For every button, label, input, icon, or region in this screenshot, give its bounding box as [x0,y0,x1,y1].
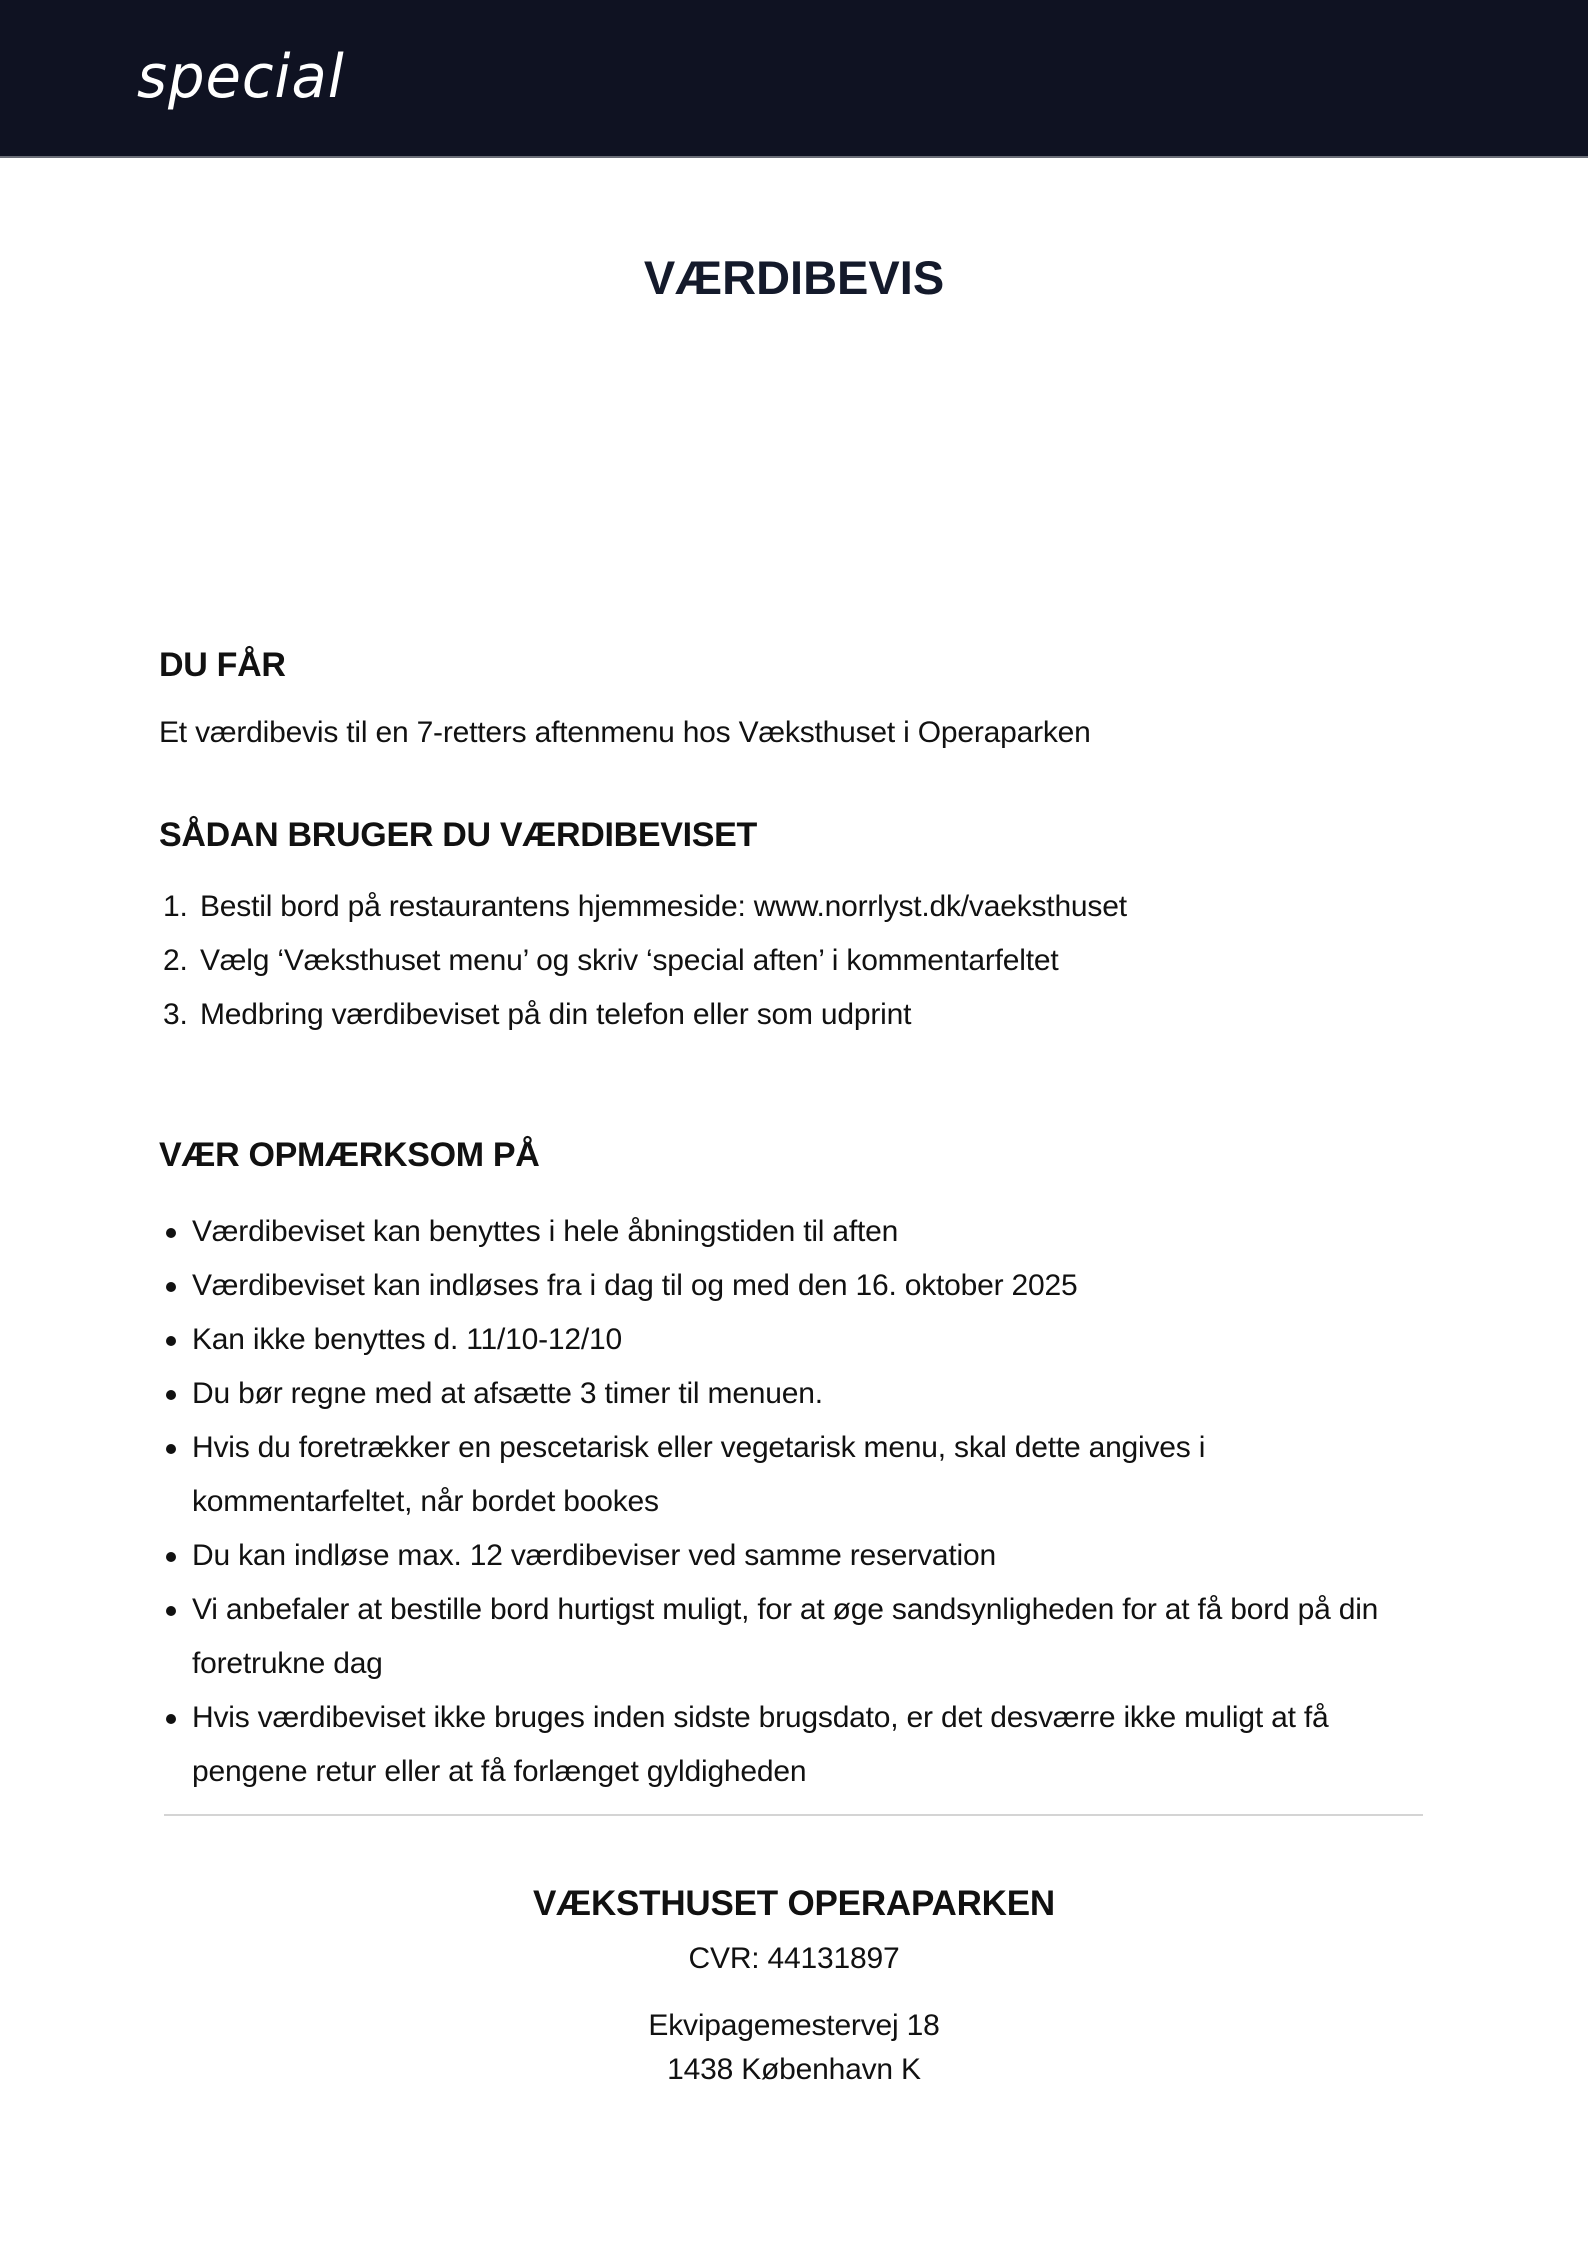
company-cvr: CVR: 44131897 [688,1942,900,1975]
note-text: Vi anbefaler at bestille bord hurtigst muligt, for at øge sandsynligheden for at få bord på din foretrukne dag [192,1593,1379,1680]
section-heading-notes: VÆR OPMÆRKSOM PÅ [159,1136,540,1174]
bullet-icon [166,1606,176,1616]
bullet-icon [166,1552,176,1562]
note-item [159,1691,1399,1799]
note-item [159,1205,1399,1259]
section-heading-how-to-use: SÅDAN BRUGER DU VÆRDIBEVISET [159,816,757,854]
step-text: Medbring værdibeviset på din telefon eller som udprint [200,998,912,1031]
bullet-icon [166,1228,176,1238]
footer-divider [164,1814,1423,1816]
note-item [159,1259,1399,1313]
you-get-text: Et værdibevis til en 7-retters aftenmenu hos Væksthuset i Operaparken [159,716,1091,749]
note-text: Værdibeviset kan benyttes i hele åbningstiden til aften [192,1215,899,1248]
note-item [159,1583,1399,1691]
step-number: 3. [163,998,188,1031]
header-banner [0,0,1588,158]
note-text: Hvis du foretrækker en pescetarisk eller vegetarisk menu, skal dette angives i kommentarfeltet, når bordet bookes [192,1431,1206,1518]
step-number: 2. [163,944,188,977]
note-item [159,1529,1399,1583]
bullet-icon [166,1390,176,1400]
address-street: Ekvipagemestervej 18 [648,2009,940,2042]
note-text: Du kan indløse max. 12 værdibeviser ved samme reservation [192,1539,996,1572]
brand-logo: special [137,42,345,112]
note-item [159,1367,1399,1421]
step-text: Bestil bord på restaurantens hjemmeside: www.norrlyst.dk/vaeksthuset [200,890,1127,923]
step-number: 1. [163,890,188,923]
step-text: Vælg ‘Væksthuset menu’ og skriv ‘special aften’ i kommentarfeltet [200,944,1059,977]
bullet-icon [166,1336,176,1346]
note-item [159,1421,1399,1529]
note-text: Kan ikke benyttes d. 11/10-12/10 [192,1323,623,1356]
address-city: 1438 København K [667,2053,921,2086]
note-text: Du bør regne med at afsætte 3 timer til menuen. [192,1377,823,1410]
note-text: Værdibeviset kan indløses fra i dag til og med den 16. oktober 2025 [192,1269,1078,1302]
company-name: VÆKSTHUSET OPERAPARKEN [533,1884,1055,1923]
bullet-icon [166,1714,176,1724]
note-text: Hvis værdibeviset ikke bruges inden sidste brugsdato, er det desværre ikke muligt at få pengene retur eller at få forlænget gyldigheden [192,1701,1329,1788]
note-item [159,1313,1399,1367]
bullet-icon [166,1282,176,1292]
section-heading-you-get: DU FÅR [159,646,286,684]
page-title: VÆRDIBEVIS [643,251,945,304]
notes-list [159,1205,1399,1799]
bullet-icon [166,1444,176,1454]
